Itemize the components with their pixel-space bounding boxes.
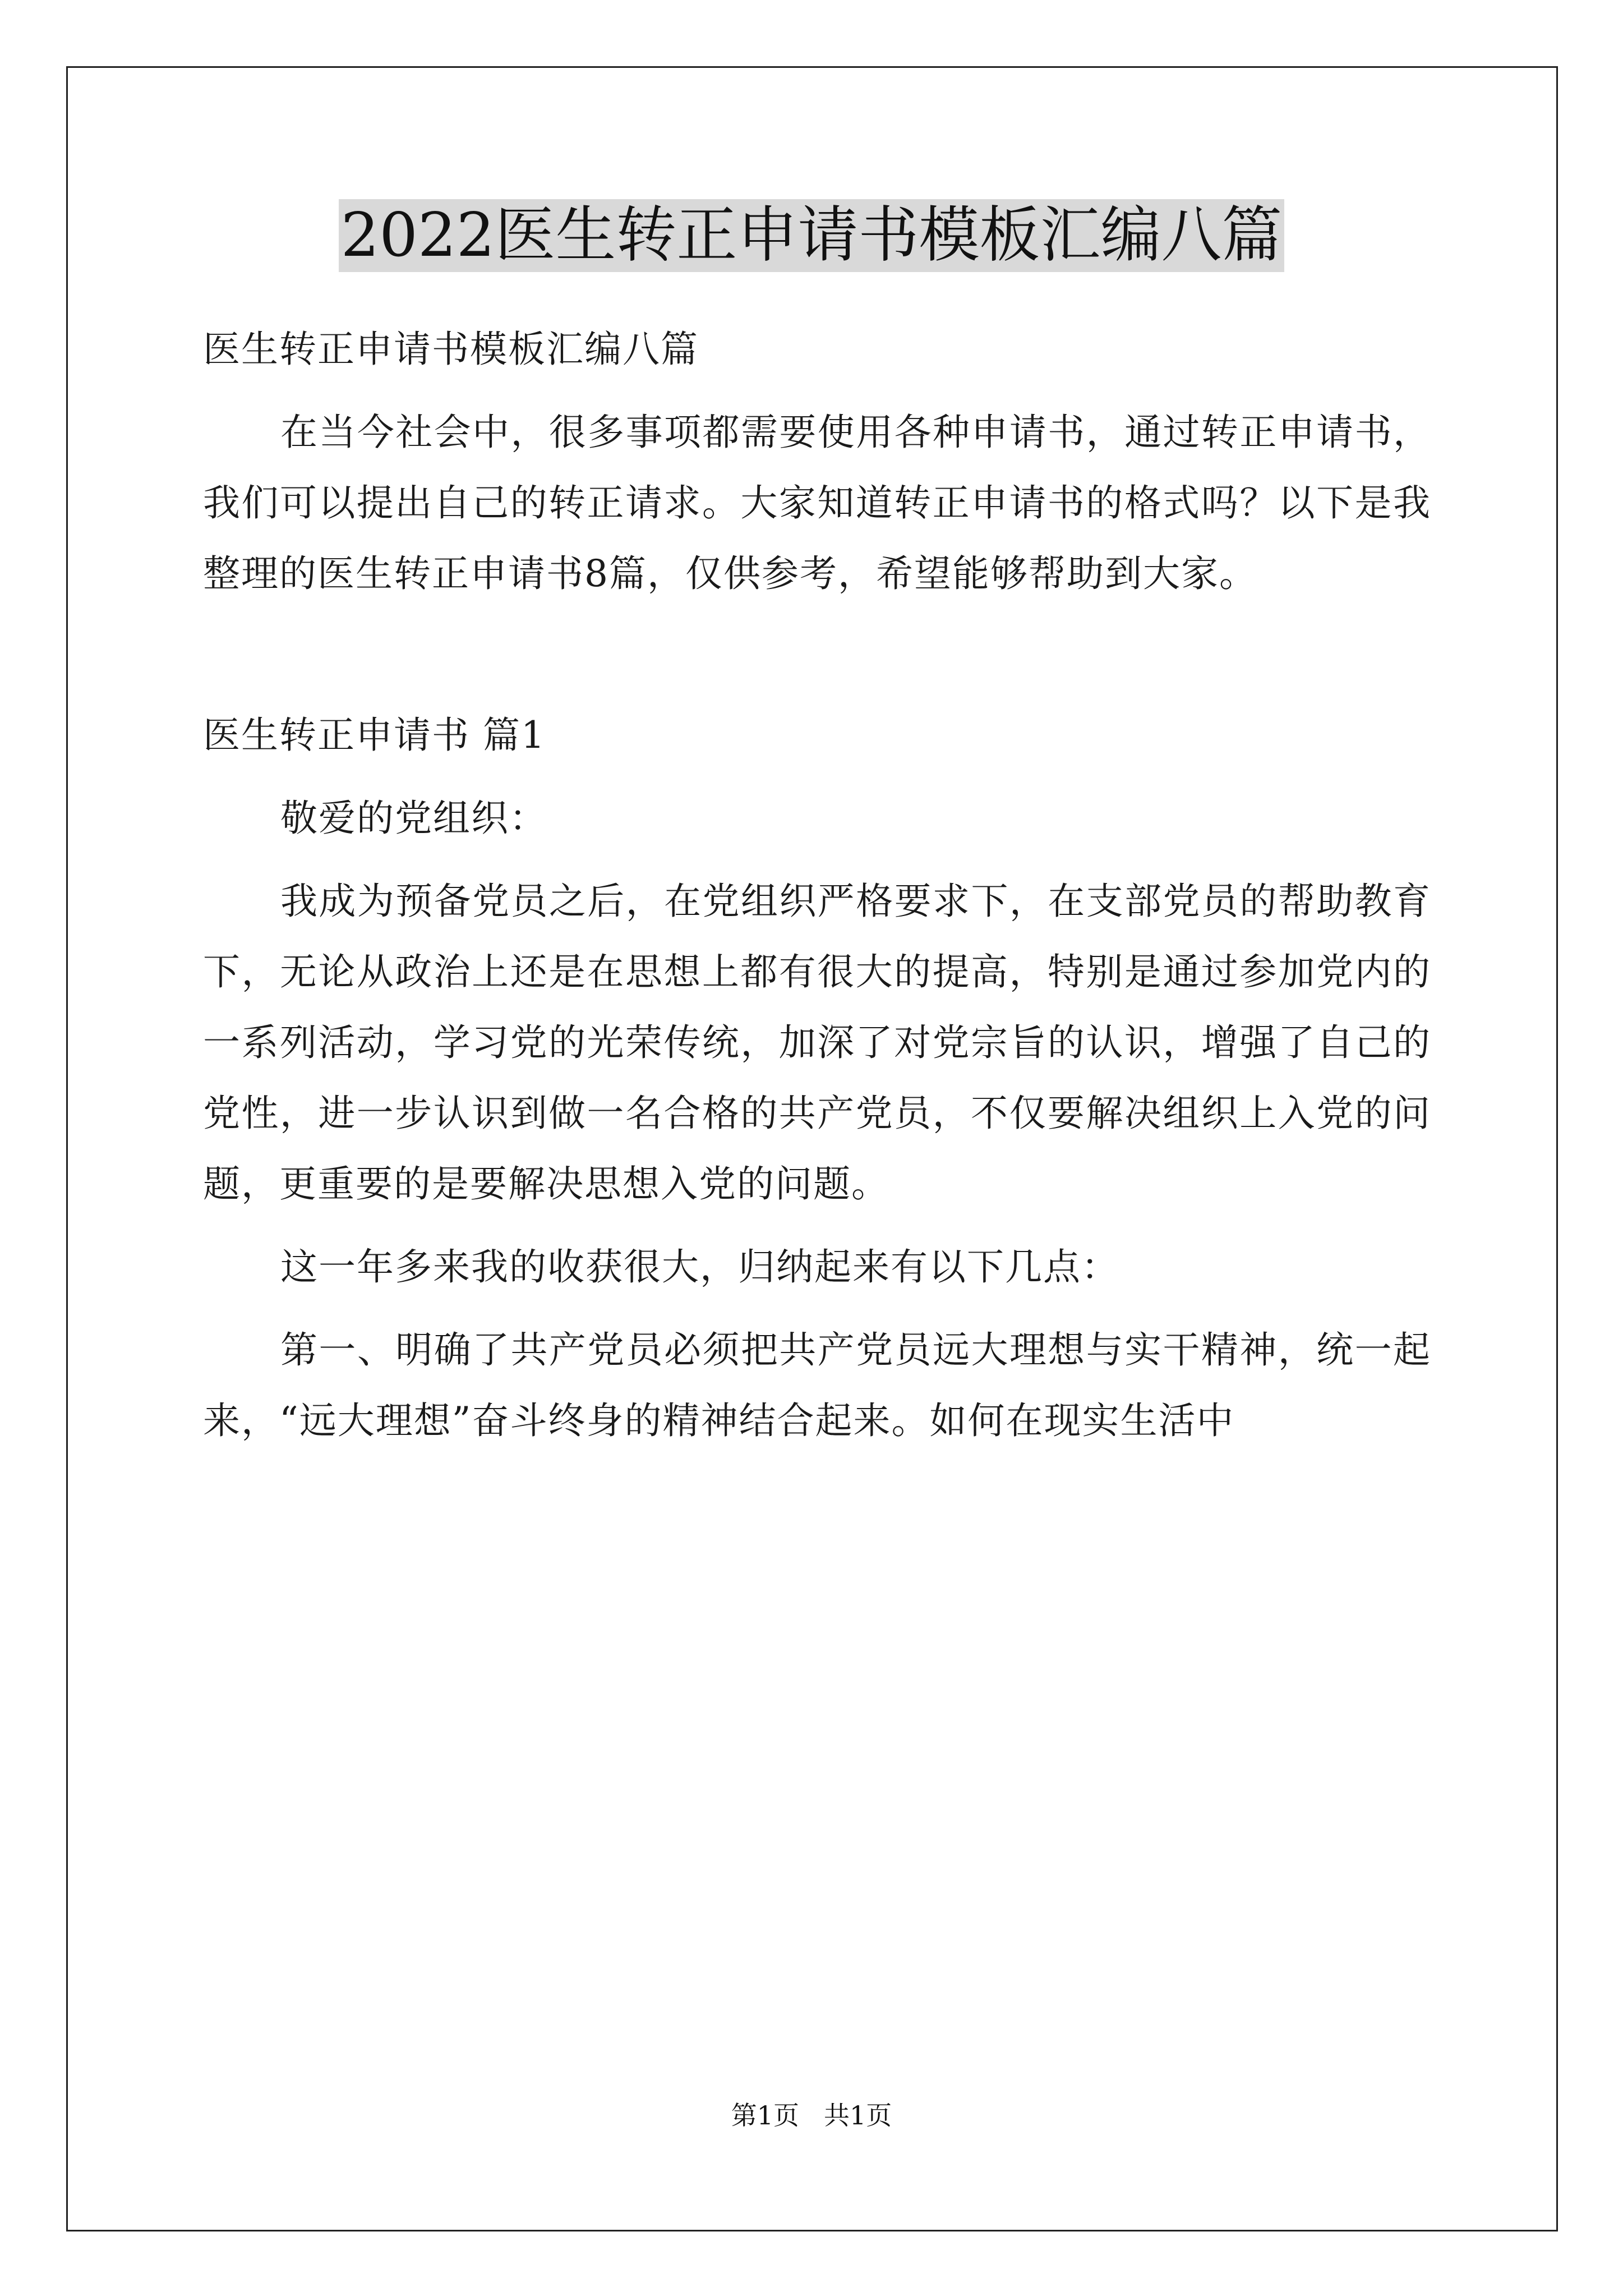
title-container bbox=[0, 199, 1623, 272]
body-paragraph-1: 我成为预备党员之后，在党组织严格要求下，在支部党员的帮助教育下，无论从政治上还是在思想上都有很大的提高，特别是通过参加党内的一系列活动，学习党的光荣传统，加深了对党宗旨的认识，增强了自己的党性，进一步认识到做一名合格的共产党员，不仅要解决组织上入党的问题，更重要的是要解决思想入党的问题。 bbox=[203, 880, 1431, 1205]
body-paragraph-3: 第一、明确了共产党员必须把共产党员远大理想与实干精神，统一起来，“远大理想”奋斗终身的精神结合起来。如何在现实生活中 bbox=[203, 1328, 1431, 1442]
section-heading: 医生转正申请书 篇1 bbox=[203, 714, 546, 757]
section-spacer bbox=[203, 622, 1431, 700]
page-number: 第1页 bbox=[731, 2100, 799, 2131]
salutation: 敬爱的党组织： bbox=[280, 797, 547, 840]
page-footer bbox=[0, 2095, 1623, 2132]
page-total: 共1页 bbox=[824, 2100, 892, 2131]
intro-paragraph: 在当今社会中，很多事项都需要使用各种申请书，通过转正申请书，我们可以提出自己的转正请求。大家知道转正申请书的格式吗？以下是我整理的医生转正申请书8篇，仅供参考，希望能够帮助到大家。 bbox=[203, 411, 1431, 595]
body-paragraph-2: 这一年多来我的收获很大，归纳起来有以下几点： bbox=[280, 1245, 1119, 1289]
document-body bbox=[203, 314, 1431, 1469]
document-title: 2022医生转正申请书模板汇编八篇 bbox=[339, 199, 1285, 272]
subtitle: 医生转正申请书模板汇编八篇 bbox=[203, 328, 699, 371]
